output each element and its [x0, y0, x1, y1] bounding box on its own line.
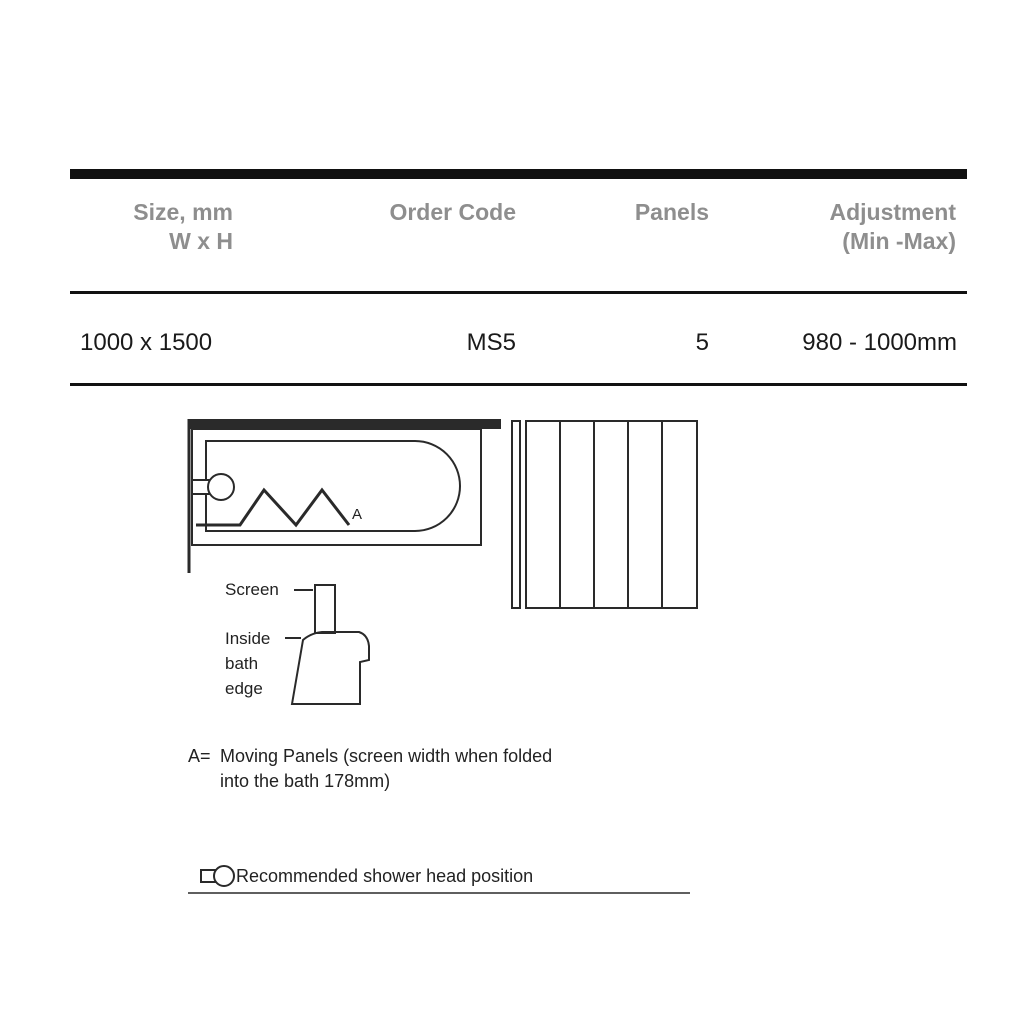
header-adjustment-line1: Adjustment [829, 199, 956, 225]
inside-label-line1: Inside [225, 629, 271, 648]
inside-bath-edge-label [225, 626, 270, 701]
legend-a-line2: into the bath 178mm) [220, 771, 391, 791]
legend-a-prefix: A= [188, 746, 211, 766]
header-size-line2: W x H [169, 228, 233, 254]
wall-bar [189, 419, 501, 429]
shower-head-legend-icon [201, 866, 234, 886]
cell-adjustment: 980 - 1000mm [802, 329, 957, 356]
cell-size: 1000 x 1500 [80, 329, 213, 356]
cell-panels: 5 [695, 329, 709, 356]
header-size-line1: Size, mm [133, 199, 233, 225]
header-order-code: Order Code [389, 199, 516, 225]
screen-label: Screen [225, 580, 279, 599]
inside-label-line2: bath [225, 654, 259, 673]
cell-order-code: MS5 [466, 329, 516, 356]
panel-frame [526, 421, 697, 608]
screen-section [315, 585, 335, 633]
bath-edge-section [285, 585, 369, 704]
bath-edge-profile [292, 632, 369, 704]
header-panels: Panels [634, 199, 709, 225]
bath-plan-view [189, 419, 501, 573]
inside-label-line3: edge [225, 679, 263, 698]
shower-head-plan-icon [192, 474, 234, 500]
legend-a-line1: Moving Panels (screen width when folded [220, 746, 553, 766]
marker-a: A [352, 506, 363, 523]
legend-shower-text: Recommended shower head position [236, 866, 534, 886]
header-adjustment-line2: (Min -Max) [842, 228, 956, 254]
panels-front-view [512, 421, 697, 608]
fixed-edge-strip [512, 421, 520, 608]
